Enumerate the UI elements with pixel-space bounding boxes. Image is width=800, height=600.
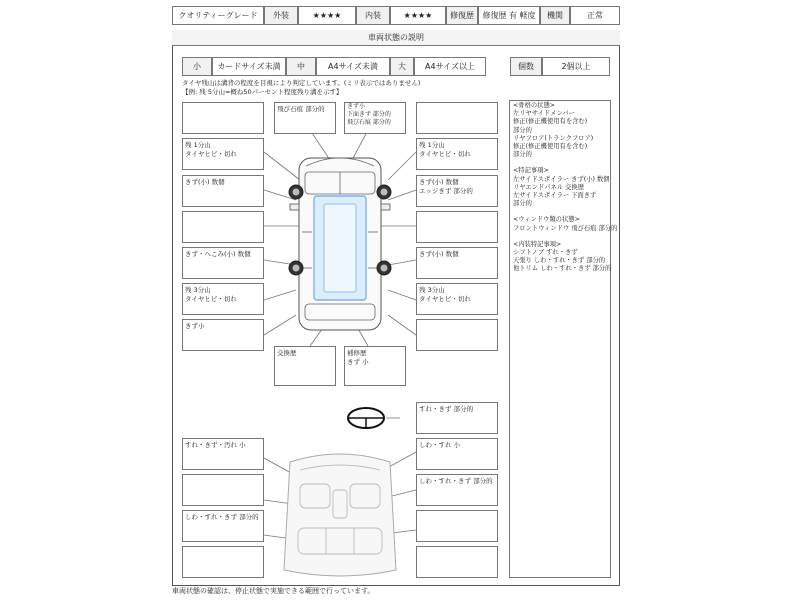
interior-line: 天張り しわ・すれ・きず 部分的	[513, 257, 606, 265]
section-title: 車両状態の説明	[172, 30, 620, 46]
callout-left-2: きず(小) 数個	[185, 178, 225, 186]
callout-box-left-0	[182, 102, 264, 134]
steering-wheel-icon	[348, 408, 384, 428]
callout-left-tire-front: 残 1分山 タイヤヒビ・切れ	[185, 141, 237, 158]
size-small-desc: カードサイズ未満	[212, 57, 286, 76]
special-line: リヤエンドパネル 交換歴	[513, 183, 585, 191]
interior-line: 他トリム しわ・すれ・きず 部分的	[513, 265, 612, 273]
exterior-rating: ★★★★	[298, 6, 356, 25]
callout-box-int-right-3	[416, 510, 498, 542]
count-value: 2個以上	[542, 57, 610, 76]
callout-left-4: きず・へこみ(小) 数個	[185, 250, 251, 258]
size-large-desc: A4サイズ以上	[414, 57, 486, 76]
engine-label: 機関	[540, 6, 570, 25]
callout-bottom-center-left: 交換歴	[277, 349, 297, 357]
size-medium-desc: A4サイズ未満	[316, 57, 390, 76]
callout-steering: すれ・きず 部分的	[419, 405, 474, 413]
callout-top-center: 飛び石痕 部分的	[277, 105, 325, 113]
callout-top-right: きず小 下面きず 部分的 飛び石痕 部分的	[347, 103, 391, 126]
exterior-label: 外装	[264, 6, 298, 25]
repair-history-label: 修復歴	[446, 6, 478, 25]
callout-box-int-right-4	[416, 546, 498, 578]
callout-box-left-3	[182, 211, 264, 243]
callout-int-right-2: しわ・すれ・きず 部分的	[419, 477, 493, 485]
interior-notes-title: <内装特記事項>	[513, 240, 562, 248]
special-line: 左サイドスポイラー きず(小) 数個	[513, 175, 610, 183]
callout-box-right-3	[416, 211, 498, 243]
callout-right-tire-front: 残 1分山 タイヤヒビ・切れ	[419, 141, 471, 158]
callout-int-left-1: すれ・きず・汚れ 小	[185, 441, 246, 449]
frame-line: 部分的	[513, 126, 532, 134]
callout-right-tire-rear: 残 3分山 タイヤヒビ・切れ	[419, 286, 471, 303]
callout-box-int-left-4	[182, 546, 264, 578]
window-condition-title: <ウィンドウ類の状態>	[513, 216, 580, 224]
special-line: 左サイドスポイラー 下面きず	[513, 192, 597, 200]
window-condition-group	[513, 216, 618, 232]
repair-history-value: 修復歴 有 軽度	[478, 6, 540, 25]
callout-left-6: きず小	[185, 322, 205, 330]
callout-box-int-left-2	[182, 474, 264, 506]
interior-line: シフトノブ すれ・きず	[513, 249, 578, 257]
special-notes-group	[513, 167, 613, 208]
tire-note-line1: タイヤ残山は溝背の程度を目視により判定しています。(ミリ表示ではありません)	[182, 79, 421, 87]
frame-line: リヤフロア(トランクフロア)	[513, 134, 594, 142]
tire-note-line2: 【例: 残 5分山=概ね50パーセント程度残り溝を示す】	[182, 88, 343, 96]
interior-label: 内装	[356, 6, 390, 25]
callout-box-right-6	[416, 319, 498, 351]
quality-grade-label: クオリティーグレード	[172, 6, 264, 25]
special-line: 部分的	[513, 200, 532, 208]
frame-line: 修正(修正機使用有を含む)	[513, 118, 588, 126]
footer-note: 車両状態の確認は、停止状態で実施できる範囲で行っています。	[172, 587, 375, 595]
size-small-label: 小	[182, 57, 212, 76]
interior-diagram	[284, 454, 396, 576]
callout-box-right-0	[416, 102, 498, 134]
engine-value: 正常	[570, 6, 620, 25]
frame-line: 部分的	[513, 151, 532, 159]
frame-line: 左リヤサイドメンバー	[513, 110, 575, 118]
callout-left-tire-rear: 残 3分山 タイヤヒビ・切れ	[185, 286, 237, 303]
frame-condition-title: <骨格の状態>	[513, 102, 556, 109]
size-medium-label: 中	[286, 57, 316, 76]
window-line: フロントウィンドウ 飛び石痕 部分的	[513, 224, 618, 232]
callout-int-left-3: しわ・すれ・きず 部分的	[185, 513, 259, 521]
special-notes-title: <特記事項>	[513, 167, 549, 175]
interior-notes-group	[513, 241, 613, 274]
size-large-label: 大	[390, 57, 414, 76]
callout-right-2: きず(小) 数個 エッジきず 部分的	[419, 178, 473, 195]
callout-int-right-1: しわ・すれ 小	[419, 441, 461, 449]
frame-condition-group	[513, 102, 613, 159]
callout-bottom-center-right: 補修歴 きず 小	[347, 349, 369, 366]
count-label: 個数	[510, 57, 542, 76]
notes-panel-text	[513, 102, 618, 282]
callout-right-4: きず(小) 数個	[419, 250, 459, 258]
interior-rating: ★★★★	[390, 6, 446, 25]
frame-line: 修正(修正機使用有を含む)	[513, 143, 588, 151]
